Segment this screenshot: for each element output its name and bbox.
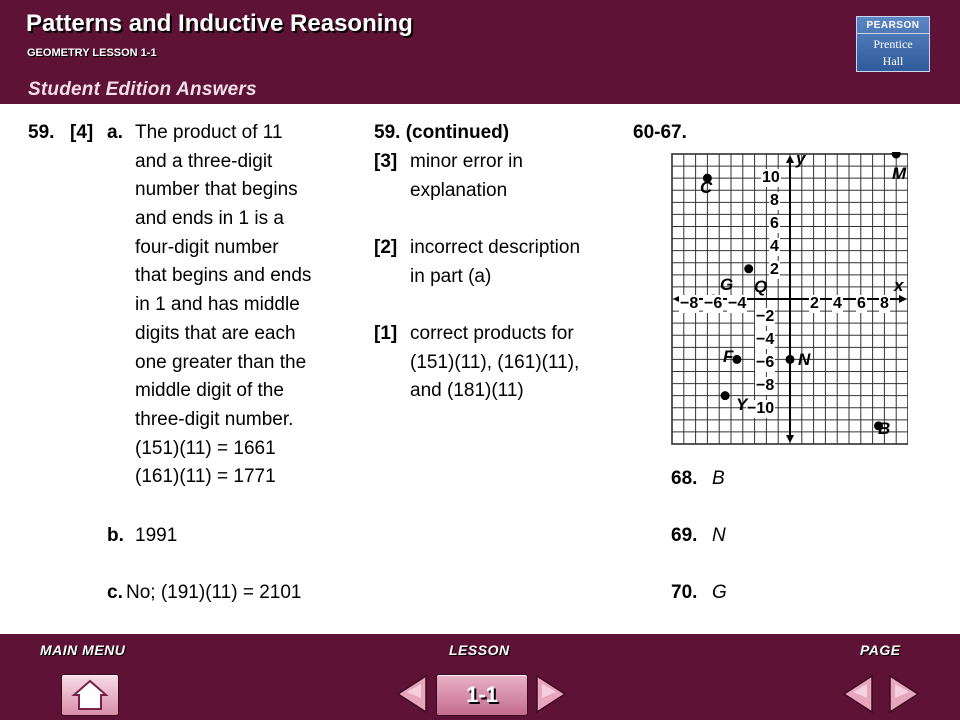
page-label: PAGE	[860, 642, 901, 658]
answer-line: in 1 and has middle	[135, 294, 300, 316]
x-tick-label: −4	[728, 295, 747, 312]
previous-page-arrow-icon[interactable]	[841, 674, 875, 714]
point-label-n: N	[798, 350, 811, 369]
x-tick-label: 2	[810, 295, 819, 312]
point-y-marker	[721, 391, 730, 400]
point-n-marker	[786, 355, 795, 364]
answer-line: middle digit of the	[135, 380, 284, 402]
answer-68-number: 68.	[671, 468, 698, 489]
y-tick-label: 6	[770, 215, 779, 232]
y-tick-label: −2	[756, 308, 775, 325]
logo-line-1: Prentice	[873, 37, 913, 51]
description-line: incorrect description	[410, 237, 581, 258]
y-tick-label: 2	[770, 261, 779, 278]
score-3-label: [3]	[374, 151, 398, 172]
description-line: in part (a)	[410, 265, 492, 287]
point-label-c: C	[700, 178, 713, 197]
answer-line: and ends in 1 is a	[135, 208, 284, 230]
score-4-label: [4]	[70, 122, 94, 143]
answer-line: three-digit number.	[135, 408, 294, 430]
answer-70-value: G	[712, 582, 727, 603]
description-line: explanation	[410, 179, 508, 201]
point-f-marker	[732, 355, 741, 364]
answer-line: The product of 11	[135, 122, 283, 143]
description-line: (151)(11), (161)(11),	[410, 351, 580, 373]
answer-line: number that begins	[135, 179, 298, 201]
previous-lesson-arrow-icon[interactable]	[395, 674, 429, 714]
footer-nav-bar	[0, 634, 960, 720]
next-lesson-arrow-icon[interactable]	[534, 674, 568, 714]
score-1-label: [1]	[374, 323, 398, 344]
y-axis-label: y	[796, 149, 806, 168]
answer-70-number: 70.	[671, 582, 698, 603]
score-3-description	[410, 148, 523, 205]
x-tick-label: −6	[704, 295, 723, 312]
score-2-description	[410, 234, 580, 291]
graph-problems-heading: 60-67.	[633, 122, 687, 143]
continued-heading: 59. (continued)	[374, 122, 510, 143]
answer-line: that begins and ends	[135, 265, 312, 287]
x-tick-label: 6	[857, 295, 866, 312]
answer-line: (151)(11) = 1661	[135, 437, 276, 459]
x-tick-label: 8	[880, 295, 889, 312]
lesson-subtitle: GEOMETRY LESSON 1-1	[27, 47, 157, 59]
logo-brand: PEARSON	[857, 20, 929, 34]
answer-line: and a three-digit	[135, 150, 273, 172]
main-menu-button[interactable]	[61, 674, 119, 716]
point-label-y: Y	[736, 395, 748, 414]
page-title: Patterns and Inductive Reasoning	[26, 10, 413, 37]
x-tick-label: −8	[680, 295, 699, 312]
problem-number-59: 59.	[28, 122, 55, 143]
answer-line: one greater than the	[135, 351, 307, 373]
point-label-b: B	[878, 419, 891, 438]
answer-line: digits that are each	[135, 322, 296, 344]
part-b-answer: 1991	[135, 525, 178, 546]
part-c-label: c.	[107, 582, 123, 603]
score-1-description	[410, 320, 579, 406]
description-line: and (181)(11)	[410, 380, 524, 402]
answer-68-value: B	[712, 468, 725, 489]
publisher-logo	[856, 16, 930, 72]
part-a-answer	[135, 119, 311, 492]
part-c-answer: No; (191)(11) = 2101	[126, 582, 302, 603]
description-line: minor error in	[410, 151, 523, 172]
point-label-m: M	[892, 164, 907, 183]
main-menu-label: MAIN MENU	[40, 642, 126, 658]
y-tick-label: −8	[756, 377, 775, 394]
description-line: correct products for	[410, 323, 574, 344]
point-label-g: G	[720, 275, 734, 294]
point-q-marker	[744, 264, 753, 273]
next-page-arrow-icon[interactable]	[887, 674, 921, 714]
logo-line-2: Hall	[882, 54, 904, 68]
answer-line: (161)(11) = 1771	[135, 466, 276, 488]
y-tick-label: −10	[747, 400, 775, 417]
y-tick-label: −4	[756, 331, 775, 348]
part-a-label: a.	[107, 122, 123, 143]
home-icon	[62, 675, 118, 715]
answer-line: four-digit number	[135, 236, 279, 258]
part-b-label: b.	[107, 525, 124, 546]
x-axis-label: x	[894, 276, 904, 295]
section-title: Student Edition Answers	[28, 79, 257, 100]
y-tick-label: −6	[756, 354, 775, 371]
coordinate-plane-graph	[670, 149, 908, 447]
lesson-label: LESSON	[449, 642, 510, 658]
header-bar	[0, 0, 960, 104]
lesson-number-button[interactable]: 1-1	[436, 674, 528, 716]
point-label-f: F	[723, 347, 734, 366]
answer-69-number: 69.	[671, 525, 698, 546]
x-tick-label: 4	[833, 295, 842, 312]
y-tick-label: 4	[770, 238, 779, 255]
answer-69-value: N	[712, 525, 726, 546]
y-tick-label: 10	[762, 169, 780, 186]
point-label-q: Q	[754, 277, 768, 296]
answers-content	[0, 104, 960, 634]
score-2-label: [2]	[374, 237, 398, 258]
y-tick-label: 8	[770, 192, 779, 209]
